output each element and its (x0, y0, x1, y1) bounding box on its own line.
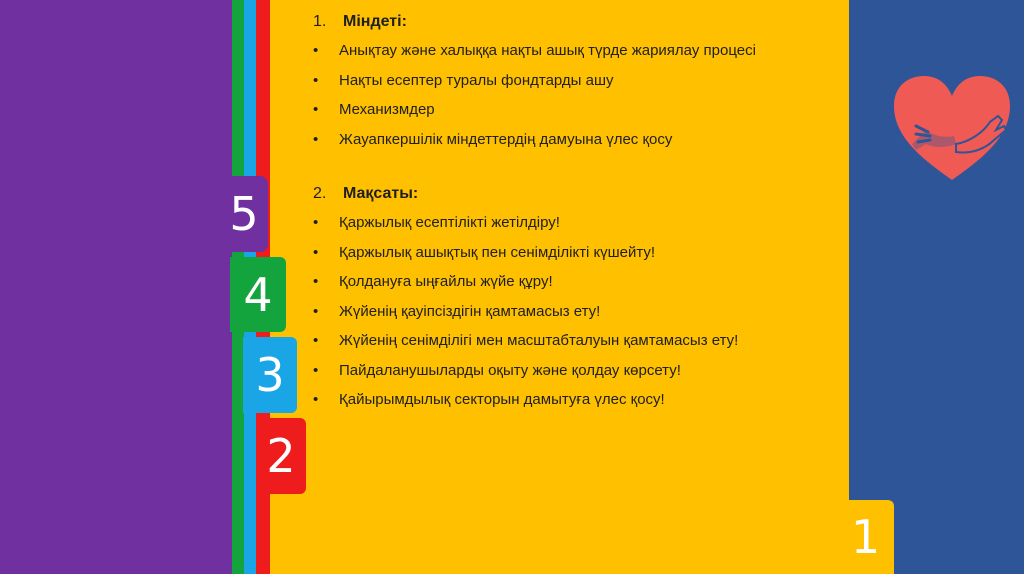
tab-4[interactable]: 4 (230, 257, 286, 332)
tab-1[interactable]: 1 (837, 500, 894, 574)
section-2-heading (313, 180, 833, 208)
section-2-title: Мақсаты: (343, 185, 419, 202)
tab-2[interactable]: 2 (256, 418, 306, 494)
section-2-number: 2. (313, 185, 327, 202)
list-item: • Қайырымдылық секторын дамытуға үлес қосу! (313, 385, 833, 415)
slide-content (313, 8, 833, 415)
list-item: • Қаржылық есептілікті жетілдіру! (313, 208, 833, 238)
section-1-heading (313, 8, 833, 36)
list-item: • Пайдаланушыларды оқыту және қолдау көрсету! (313, 356, 833, 386)
list-item: • Жүйенің қауіпсіздігін қамтамасыз ету! (313, 297, 833, 327)
tab-3[interactable]: 3 (243, 337, 297, 413)
list-item: • Қаржылық ашықтық пен сенімділікті күшейту! (313, 238, 833, 268)
section-1-number: 1. (313, 13, 327, 30)
list-item: • Нақты есептер туралы фондтарды ашу (313, 66, 833, 96)
list-item: • Қолдануға ыңғайлы жүйе құру! (313, 267, 833, 297)
tab-5[interactable]: 5 (220, 176, 268, 252)
purple-panel (0, 0, 232, 574)
list-item: • Жүйенің сенімділігі мен масштабталуын қамтамасыз ету! (313, 326, 833, 356)
section-2-list (313, 208, 833, 415)
list-item: • Анықтау және халыққа нақты ашық түрде жариялау процесі (313, 36, 833, 66)
section-1-title: Міндеті: (343, 13, 407, 30)
list-item: • Жауапкершілік міндеттердің дамуына үлес қосу (313, 125, 833, 155)
section-gap (313, 154, 833, 180)
list-item: • Механизмдер (313, 95, 833, 125)
heart-hands-icon (886, 72, 1022, 184)
section-1-list (313, 36, 833, 154)
